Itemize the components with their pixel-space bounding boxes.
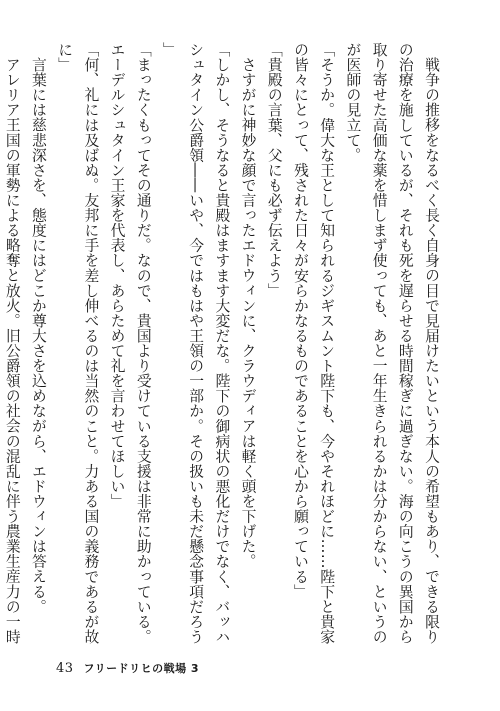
paragraph: 「しかし、そうなると貴殿はますます大変だな。陛下の御病状の悪化だけでなく、バッハシュタイン公爵領――いや、今ではもはや王領の一部か。その扱いも未だ懸念事項だろう」 [160, 42, 231, 644]
paragraph: 言葉には慈悲深さを、態度にはどこか尊大さを込めながら、エドウィンは答える。 [29, 56, 47, 614]
paragraph: 「そうか。偉大な王として知られるジギスムント陛下も、今やそれほどに……陛下と貴家の皆々にとって、残された日々が安らかなるものであることを心から願っている」 [291, 42, 336, 644]
paragraph: さすがに神妙な顔で言ったエドウィンに、クラウディアは軽く頭を下げた。 [239, 56, 257, 569]
vertical-body-text [3, 42, 444, 650]
paragraph: 「貴殿の言葉、父にも必ず伝えよう」 [265, 42, 283, 298]
page-footer [56, 660, 199, 676]
paragraph: 「何、礼には及ばぬ。友邦に手を差し伸べるのは当然のこと。力ある国の義務であるが故に」 [56, 42, 100, 644]
running-title: フリードリヒの戦場 3 [83, 662, 200, 675]
paragraph: 「まったくもってその通りだ。なので、貴国より受けている支援は非常に助かっている。エーデルシュタイン王家を代表し、あらためて礼を言わせてほしい」 [108, 42, 152, 644]
paragraph: アレリア王国の軍勢による略奪と放火。旧公爵領の社会の混乱に伴う農業生産力の一時 [3, 56, 21, 644]
paragraph: 戦争の推移をなるべく長く自身の目で見届けたいという本人の希望もあり、できる限りの治療を施しているが、それも死を遅らせる時間稼ぎに過ぎない。海の向こうの異国から取り寄せた高価な薬を惜しまず使っても、あと一年生きられるかは分からない、というのが医師の見立て。 [344, 42, 440, 644]
page-number: 43 [56, 661, 74, 676]
